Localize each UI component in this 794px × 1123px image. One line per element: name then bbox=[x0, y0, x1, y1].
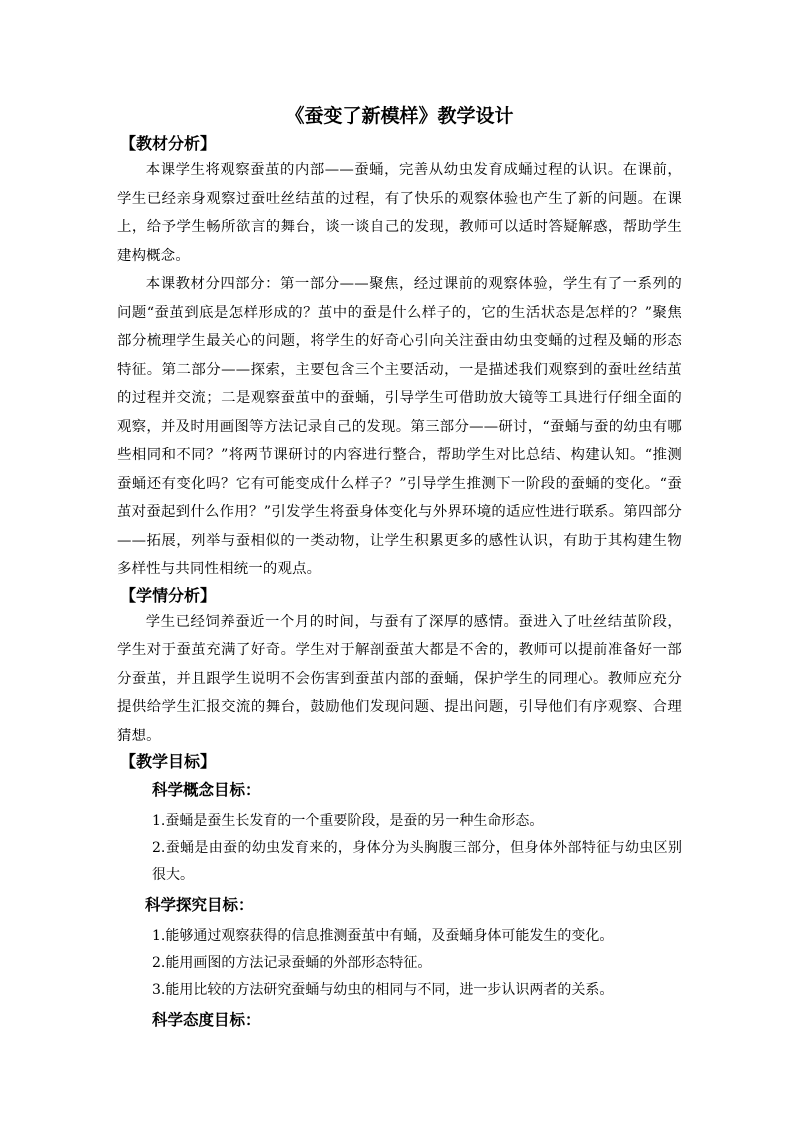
paragraph: 本课教材分四部分：第一部分——聚焦，经过课前的观察体验，学生有了一系列的问题“蚕茧到底是怎样形成的？茧中的蚕是什么样子的，它的生活状态是怎样的？”聚焦部分梳理学生最关心的问题，将学生的好奇心引向关注蚕由幼虫变蛹的过程及蛹的形态特征。第二部分——探索，主要包含三个主要活动，一是描述我们观察到的蚕吐丝结茧的过程并交流；二是观察蚕茧中的蚕蛹，引导学生可借助放大镜等工具进行仔细全面的观察，并及时用画图等方法记录自己的发现。第三部分——研讨，“蚕蛹与蚕的幼虫有哪些相同和不同？”将两节课研讨的内容进行整合，帮助学生对比总结、构建认知。“推测蚕蛹还有变化吗？它有可能变成什么样子？”引导学生推测下一阶段的蚕蛹的变化。“蚕茧对蚕起到什么作用？”引发学生将蚕身体变化与外界环境的适应性进行联系。第四部分——拓展，列举与蚕相似的一类动物，让学生积累更多的感性认识，有助于其构建生物多样性与共同性相统一的观点。 bbox=[117, 276, 682, 577]
list-item: 3.能用比较的方法研究蚕蛹与幼虫的相同与不同，进一步认识两者的关系。 bbox=[152, 982, 614, 998]
section-heading-student-analysis: 【学情分析】 bbox=[120, 585, 217, 605]
list-item: 1.能够通过观察获得的信息推测蚕茧中有蛹，及蚕蛹身体可能发生的变化。 bbox=[152, 928, 614, 944]
document-title: 《蚕变了新模样》教学设计 bbox=[285, 105, 514, 127]
section-heading-textbook-analysis: 【教材分析】 bbox=[120, 134, 217, 153]
section-heading-teaching-goals: 【教学目标】 bbox=[120, 752, 217, 771]
list-item: 1.蚕蛹是蚕生长发育的一个重要阶段，是蚕的另一种生命形态。 bbox=[152, 813, 544, 829]
paragraph: 学生已经饲养蚕近一个月的时间，与蚕有了深厚的感情。蚕进入了吐丝结茧阶段，学生对于蚕茧充满了好奇。学生对于解剖蚕茧大都是不舍的，教师可以提前准备好一部分蚕茧，并且跟学生说明不会伤害到蚕茧内部的蚕蛹，保护学生的同理心。教师应充分提供给学生汇报交流的舞台，鼓励他们发现问题、提出问题，引导他们有序观察、合理猜想。 bbox=[117, 613, 682, 744]
subheading-concept-goals: 科学概念目标： bbox=[152, 780, 261, 799]
list-item: 2.蚕蛹是由蚕的幼虫发育来的，身体分为头胸腹三部分，但身体外部特征与幼虫区别很大。 bbox=[152, 840, 682, 883]
paragraph: 本课学生将观察蚕茧的内部——蚕蛹，完善从幼虫发育成蛹过程的认识。在课前，学生已经亲身观察过蚕吐丝结茧的过程，有了快乐的观察体验也产生了新的问题。在课上，给予学生畅所欲言的舞台，谈一谈自己的发现，教师可以适时答疑解惑，帮助学生建构概念。 bbox=[117, 162, 682, 264]
subheading-attitude-goals: 科学态度目标： bbox=[152, 1010, 261, 1029]
document-page bbox=[117, 102, 682, 1038]
subheading-inquiry-goals: 科学探究目标： bbox=[145, 895, 254, 914]
list-item: 2.能用画图的方法记录蚕蛹的外部形态特征。 bbox=[152, 955, 432, 971]
